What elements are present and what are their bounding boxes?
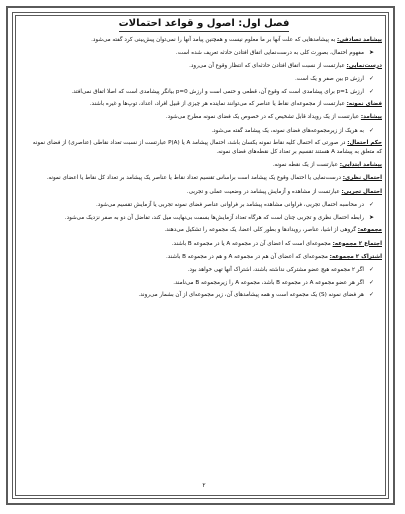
paragraph-text: به پیشامدهایی که علت آنها بر ما معلوم نیست و همچنین پیامد آنها را نمی‌توان پیش‌بینی کرد گفته می‌شود. bbox=[91, 37, 338, 43]
definition-paragraph bbox=[26, 113, 382, 121]
definition-paragraph bbox=[26, 139, 382, 156]
paragraph-text: اگر ۲ مجموعه هیچ عضو مشترکی نداشته باشند، اشتراک آنها تهی خواهد بود. bbox=[187, 267, 364, 274]
definition-paragraph bbox=[26, 253, 382, 261]
bullet-item bbox=[26, 201, 374, 209]
page-number: ۲ bbox=[202, 481, 206, 489]
paragraph-text: مجموعه‌ای است که اعضای آن در مجموعه A یا در مجموعه B باشند. bbox=[171, 240, 333, 247]
bullet-item bbox=[26, 291, 374, 299]
paragraph-list bbox=[26, 36, 382, 300]
paragraph-text: عبارتست از نسبت اتفاق افتادن حادثه‌ای که انتظار وقوع آن می‌رود. bbox=[189, 62, 347, 69]
paragraph-text: عبارتست از مشاهده و آزمایش پیشامد در وضعیت عملی و تجربی. bbox=[186, 188, 342, 195]
paragraph-text: مجموعه‌ای که اعضای آن هم در مجموعه A و هم در مجموعه B باشند. bbox=[165, 253, 330, 260]
bullet-item bbox=[26, 279, 374, 287]
definition-term: مجموعه: bbox=[357, 227, 382, 234]
definition-term: پیشامد ابتدایی: bbox=[339, 162, 382, 169]
paragraph-text: عبارتست از مجموعه‌ای نقاط یا عناصر که می‌توانند نماینده هر چیزی از قبیل افراد، اعداد، توپ‌ها و غیره باشند. bbox=[89, 101, 347, 108]
definition-term: پیشامد: bbox=[360, 114, 382, 121]
definition-term: درست‌نمایی: bbox=[346, 62, 382, 69]
definition-paragraph bbox=[26, 62, 382, 70]
definition-paragraph bbox=[26, 174, 382, 182]
checkmark-icon: ✓ bbox=[368, 75, 374, 83]
paragraph-text: عبارتست از یک رویداد قابل تشخیص که در خصوص یک فضای نمونه مطرح می‌شود. bbox=[165, 114, 361, 121]
bullet-item bbox=[26, 127, 374, 135]
definition-paragraph bbox=[26, 226, 382, 234]
paragraph-text: در محاسبه احتمال تجربی، فراوانی مشاهده پیشامد بر فراوانی عناصر فضای نمونه تجربی یا آزمایش تقسیم می‌شود. bbox=[96, 202, 364, 209]
checkmark-icon: ✓ bbox=[368, 126, 374, 134]
paragraph-text: گروهی از اشیا، عناصر، رویدادها و بطور کلی اعضا، یک مجموعه را تشکیل می‌دهند. bbox=[164, 227, 358, 234]
paragraph-text: به هریک از زیرمجموعه‌های فضای نمونه، یک پیشامد گفته می‌شود. bbox=[211, 127, 364, 134]
arrow-bullet-icon: ➤ bbox=[368, 213, 374, 221]
definition-term: فضای نمونه: bbox=[346, 101, 382, 108]
bullet-item bbox=[26, 88, 374, 96]
paragraph-text: درست‌نمایی یا احتمال وقوع یک پیشامد است براساس تقسیم تعداد نقاط یا عناصر یک پیشامد بر تعداد کل نقاط یا اعضای نمونه. bbox=[46, 175, 343, 182]
paragraph-text: رابطه احتمال نظری و تجربی چنان است که هرگاه تعداد آزمایش‌ها بسمت بی‌نهایت میل کند، تفاضل آن دو به صفر نزدیک می‌شود. bbox=[64, 214, 364, 221]
bullet-item bbox=[26, 75, 374, 83]
checkmark-icon: ✓ bbox=[368, 291, 374, 299]
definition-term: احتمال نظری: bbox=[342, 175, 382, 182]
definition-paragraph bbox=[26, 100, 382, 108]
paragraph-text: مفهوم احتمال، بصورت کلی به درست‌نمایی اتفاق افتادن حادثه تعریف شده است. bbox=[175, 50, 364, 57]
definition-paragraph bbox=[26, 36, 382, 44]
checkmark-icon: ✓ bbox=[368, 278, 374, 286]
definition-paragraph bbox=[26, 161, 382, 169]
document-body bbox=[26, 18, 382, 488]
bullet-item bbox=[26, 214, 374, 222]
definition-term: پیشامد تصادفی: bbox=[337, 37, 382, 43]
definition-term: اجتماع ۲ مجموعه: bbox=[332, 240, 382, 247]
paragraph-text: هر فضای نمونه (S) یک مجموعه است و همه پیشامدهای آن، زیر مجموعه‌ای از آن بشمار می‌روند. bbox=[138, 292, 364, 299]
checkmark-icon: ✓ bbox=[368, 87, 374, 95]
bullet-item bbox=[26, 266, 374, 274]
bullet-item bbox=[26, 49, 374, 57]
definition-paragraph bbox=[26, 240, 382, 248]
paragraph-text: ارزش p بین صفر و یک است. bbox=[295, 76, 364, 83]
definition-term: احتمال تجربی: bbox=[341, 188, 382, 195]
chapter-title: فصل اول: اصول و قواعد احتمالات bbox=[26, 18, 382, 32]
definition-paragraph bbox=[26, 188, 382, 196]
paragraph-text: ارزش p=1 برای پیشامدی است که وقوع آن، قطعی و حتمی است و ارزش p=0 بیانگر پیشامدی است که اصلا اتفاق نمی‌افتد. bbox=[71, 88, 364, 95]
paragraph-text: عبارتست از یک نقطه نمونه. bbox=[272, 162, 340, 169]
paragraph-text: اگر هر عضو مجموعه A در مجموعه B باشد، مجموعه A را زیرمجموعه B می‌نامند. bbox=[173, 279, 364, 286]
checkmark-icon: ✓ bbox=[368, 266, 374, 274]
paragraph-text: در صورتی که احتمال کلیه نقاط نمونه یکسان باشد، احتمال پیشامد A یا P(A) عبارتست از نسبت تعداد نقاطی (عناصری) از فضای نمونه که متعلق به پیشامد A هستند تقسیم بر تعداد کل نقطه‌های فضای نمونه. bbox=[32, 140, 382, 155]
checkmark-icon: ✓ bbox=[368, 201, 374, 209]
definition-term: حکم احتمال: bbox=[347, 140, 382, 147]
arrow-bullet-icon: ➤ bbox=[368, 49, 374, 57]
definition-term: اشتراک ۲ مجموعه: bbox=[329, 253, 382, 260]
